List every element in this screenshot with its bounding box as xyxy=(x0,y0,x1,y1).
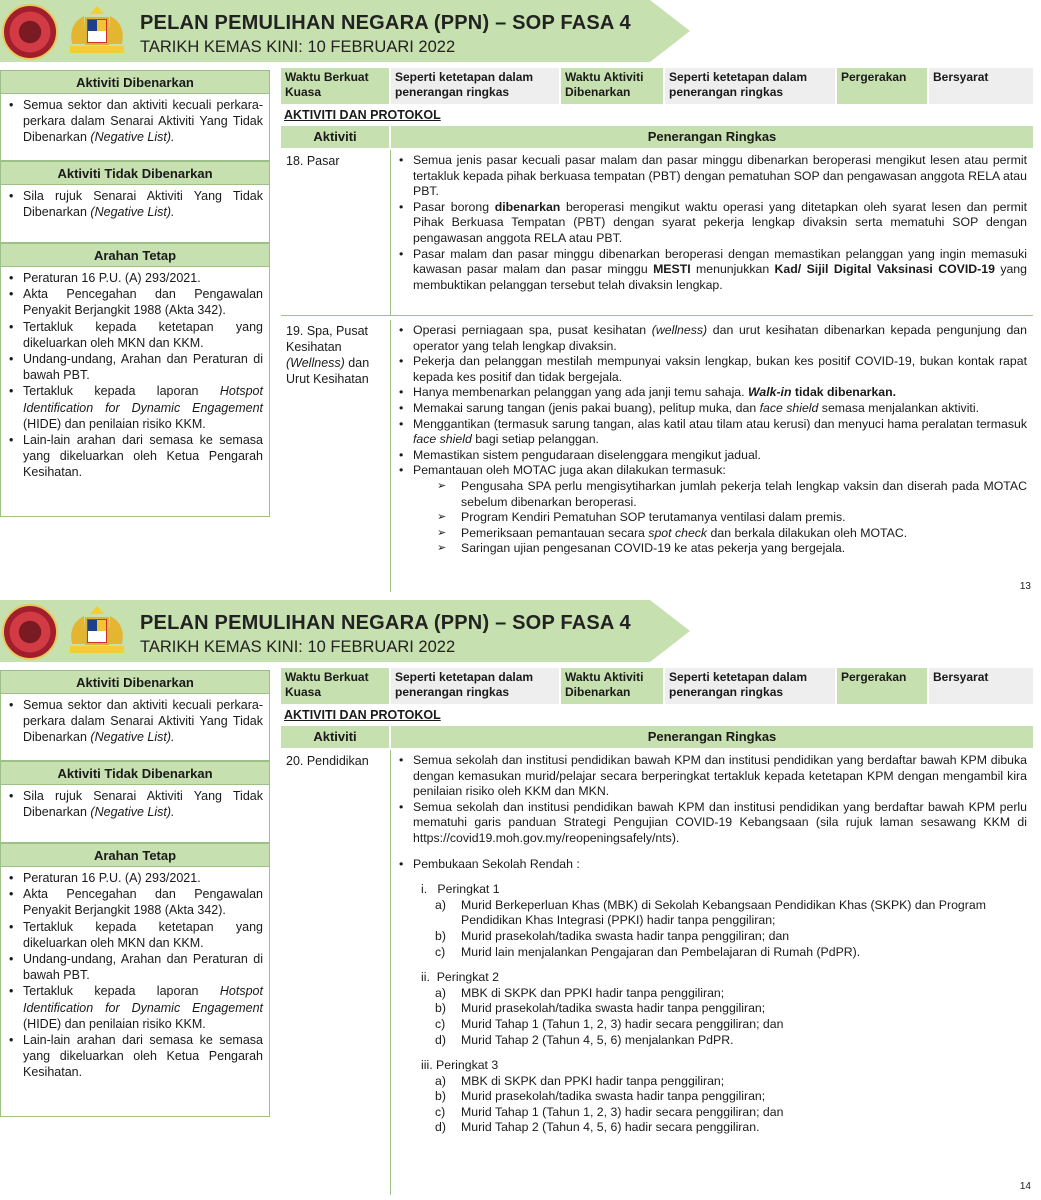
arahan-item: • Tertakluk kepada laporan Hotspot Identification for Dynamic Engagement (HIDE) dan penilaian risiko KKM. xyxy=(7,983,263,1032)
page-title: PELAN PEMULIHAN NEGARA (PPN) – SOP FASA 4 xyxy=(140,12,631,34)
list-item: a) MBK di SKPK dan PPKI hadir tanpa penggiliran; xyxy=(435,1073,725,1088)
arahan-item: • Peraturan 16 P.U. (A) 293/2021. xyxy=(7,270,263,286)
sub-bullet: ➢ Saringan ujian pengesanan COVID-19 ke atas pekerja yang bergejala. xyxy=(397,541,1027,557)
pergerakan-label: Pergerakan xyxy=(837,68,929,104)
list-item: b) Murid prasekolah/tadika swasta hadir tanpa penggiliran; xyxy=(435,1089,766,1104)
dibenarkan-heading: Aktiviti Dibenarkan xyxy=(0,670,270,694)
list-item: a) Murid Berkeperluan Khas (MBK) di Sekolah Kebangsaan Pendidikan Khas (SKPK) dan Program Pendidikan Khas Integrasi (PPKI) hadir tanpa penggiliran; xyxy=(435,897,986,928)
sub-bullet: ➢ Program Kendiri Pematuhan SOP terutamanya ventilasi dalam premis. xyxy=(397,510,1027,526)
tidak-dibenarkan-box: • Sila rujuk Senarai Aktiviti Yang Tidak Dibenarkan (Negative List). xyxy=(0,185,270,243)
list-item: c) Murid Tahap 1 (Tahun 1, 2, 3) hadir secara penggiliran; dan xyxy=(435,1016,784,1031)
table-row-pendidikan xyxy=(281,750,1033,1195)
peringkat-1: i. Peringkat 1 a) Murid Berkeperluan Khas (MBK) di Sekolah Kebangsaan Pendidikan Khas (SKPK) dan Program Pendidikan Khas Integrasi (PPKI) hadir tanpa penggiliran; b) Murid prasekolah/tadika swasta hadir tanpa penggiliran; dan c) Murid lain menjalankan Pengajaran dan Pembelajaran di Rumah (PdPR). xyxy=(397,882,1027,960)
pergerakan-value: Bersyarat xyxy=(929,668,1033,704)
list-item: d) Murid Tahap 2 (Tahun 4, 5, 6) menjalankan PdPR. xyxy=(435,1032,734,1047)
sub-bullet: ➢ Pemeriksaan pemantauan secara spot check dan berkala dilakukan oleh MOTAC. xyxy=(397,526,1027,542)
description-bullet: • Menggantikan (termasuk sarung tangan, alas katil atau tilam atau kerusi) dan menyuci hama peralatan termasuk face shield bagi setiap pelanggan. xyxy=(397,417,1027,448)
page-title: PELAN PEMULIHAN NEGARA (PPN) – SOP FASA 4 xyxy=(140,612,631,634)
description-bullet: • Semua jenis pasar kecuali pasar malam dan pasar minggu dibenarkan beroperasi mengikut lesen atau permit tertakluk kepada pihak berkuasa tempatan (PBT) dengan pematuhan SOP dan pengawasan anggota RELA atau PBT. xyxy=(397,153,1027,200)
description-bullet: • Memastikan sistem pengudaraan diselenggara mengikut jadual. xyxy=(397,448,1027,464)
arahan-item: • Undang-undang, Arahan dan Peraturan di bawah PBT. xyxy=(7,351,263,383)
info-strip xyxy=(281,68,1033,104)
description-bullet: • Semua sekolah dan institusi pendidikan bawah KPM dan institusi pendidikan yang berdaftar bawah KPM dibuka dengan kemasukan murid/pelajar secara berperingkat tertakluk kepada ketetapan KPM dengan mengambil kira penilaian risiko oleh KKM dan MKN. xyxy=(397,753,1027,800)
arahan-tetap-heading: Arahan Tetap xyxy=(0,243,270,267)
info-strip xyxy=(281,668,1033,704)
arahan-item: • Akta Pencegahan dan Pengawalan Penyakit Berjangkit 1988 (Akta 342). xyxy=(7,286,263,318)
activity-name: 20. Pendidikan xyxy=(281,750,391,1195)
list-item: b) Murid prasekolah/tadika swasta hadir tanpa penggiliran; dan xyxy=(435,928,790,943)
waktu-berkuat-value: Seperti ketetapan dalam penerangan ringkas xyxy=(391,668,561,704)
header-arrow xyxy=(650,0,690,62)
arahan-item: • Tertakluk kepada ketetapan yang dikeluarkan oleh MKN dan KKM. xyxy=(7,319,263,351)
sub-bullet: ➢ Pengusaha SPA perlu mengisytiharkan jumlah pekerja telah lengkap vaksin dan diserah pada MOTAC sebelum dibenarkan beroperasi. xyxy=(397,479,1027,510)
table-header xyxy=(281,726,1033,748)
activity-name: 19. Spa, Pusat Kesihatan (Wellness) dan Urut Kesihatan xyxy=(281,320,391,592)
page-number: 13 xyxy=(1019,581,1031,592)
slide-page-14 xyxy=(0,600,1041,1200)
waktu-aktiviti-label: Waktu Aktiviti Dibenarkan xyxy=(561,68,665,104)
page-number: 14 xyxy=(1019,1181,1031,1192)
pergerakan-value: Bersyarat xyxy=(929,68,1033,104)
col-penerangan: Penerangan Ringkas xyxy=(391,726,1033,748)
list-item: c) Murid Tahap 1 (Tahun 1, 2, 3) hadir secara penggiliran; dan xyxy=(435,1104,784,1119)
dibenarkan-box: • Semua sektor dan aktiviti kecuali perkara-perkara dalam Senarai Aktiviti Yang Tidak Dibenarkan (Negative List). xyxy=(0,694,270,761)
list-item: b) Murid prasekolah/tadika swasta hadir tanpa penggiliran; xyxy=(435,1001,766,1016)
header-arrow xyxy=(650,600,690,662)
malaysia-crest-logo xyxy=(62,4,132,58)
peringkat-3: iii. Peringkat 3 a) MBK di SKPK dan PPKI hadir tanpa penggiliran; b) Murid prasekolah/tadika swasta hadir tanpa penggiliran; c) Murid Tahap 1 (Tahun 1, 2, 3) hadir secara penggiliran; dan d) Murid Tahap 2 (Tahun 4, 5, 6) hadir secara penggiliran. xyxy=(397,1058,1027,1136)
description-bullet: • Operasi perniagaan spa, pusat kesihatan (wellness) dan urut kesihatan dibenarkan kepada pengunjung dan operator yang telah lengkap divaksin. xyxy=(397,323,1027,354)
left-panel xyxy=(0,70,270,517)
table-row-pasar xyxy=(281,150,1033,316)
description-bullet: • Pekerja dan pelanggan mestilah mempunyai vaksin lengkap, bukan kes positif COVID-19, bukan kontak rapat kepada kes positif dan tidak bergejala. xyxy=(397,354,1027,385)
tidak-dibenarkan-heading: Aktiviti Tidak Dibenarkan xyxy=(0,761,270,785)
list-item: d) Murid Tahap 2 (Tahun 4, 5, 6) hadir secara penggiliran. xyxy=(435,1120,760,1135)
macc-logo xyxy=(2,4,58,60)
description-bullet: • Semua sekolah dan institusi pendidikan bawah KPM dan institusi pendidikan yang berdaftar bawah KPM perlu mematuhi garis panduan Strategi Pengujian COVID-19 Kebangsaan (sila rujuk laman sesawang KKM di https://covid19.moh.gov.my/reopeningsafely/nts). xyxy=(397,800,1027,847)
aktiviti-protokol-label: AKTIVITI DAN PROTOKOL xyxy=(284,108,441,122)
arahan-item: • Lain-lain arahan dari semasa ke semasa yang dikeluarkan oleh Ketua Pengarah Kesihatan. xyxy=(7,432,263,481)
waktu-aktiviti-label: Waktu Aktiviti Dibenarkan xyxy=(561,668,665,704)
table-row-spa xyxy=(281,320,1033,592)
aktiviti-protokol-label: AKTIVITI DAN PROTOKOL xyxy=(284,708,441,722)
col-penerangan: Penerangan Ringkas xyxy=(391,126,1033,148)
description-bullet: • Pembukaan Sekolah Rendah : xyxy=(397,857,1027,873)
waktu-aktiviti-value: Seperti ketetapan dalam penerangan ringkas xyxy=(665,68,837,104)
tidak-dibenarkan-heading: Aktiviti Tidak Dibenarkan xyxy=(0,161,270,185)
description-bullet: • Pemantauan oleh MOTAC juga akan dilakukan termasuk: xyxy=(397,463,1027,479)
list-item: c) Murid lain menjalankan Pengajaran dan Pembelajaran di Rumah (PdPR). xyxy=(435,944,861,959)
col-aktiviti: Aktiviti xyxy=(281,726,391,748)
pergerakan-label: Pergerakan xyxy=(837,668,929,704)
peringkat-2: ii. Peringkat 2 a) MBK di SKPK dan PPKI hadir tanpa penggiliran; b) Murid prasekolah/tadika swasta hadir tanpa penggiliran; c) Murid Tahap 1 (Tahun 1, 2, 3) hadir secara penggiliran; dan d) Murid Tahap 2 (Tahun 4, 5, 6) menjalankan PdPR. xyxy=(397,970,1027,1048)
description-bullet: • Memakai sarung tangan (jenis pakai buang), pelitup muka, dan face shield semasa menjalankan aktiviti. xyxy=(397,401,1027,417)
col-aktiviti: Aktiviti xyxy=(281,126,391,148)
arahan-item: • Undang-undang, Arahan dan Peraturan di bawah PBT. xyxy=(7,951,263,983)
arahan-item: • Tertakluk kepada laporan Hotspot Identification for Dynamic Engagement (HIDE) dan penilaian risiko KKM. xyxy=(7,383,263,432)
arahan-tetap-box xyxy=(0,267,270,517)
list-item: a) MBK di SKPK dan PPKI hadir tanpa penggiliran; xyxy=(435,985,725,1000)
tidak-dibenarkan-box: • Sila rujuk Senarai Aktiviti Yang Tidak Dibenarkan (Negative List). xyxy=(0,785,270,843)
waktu-berkuat-label: Waktu Berkuat Kuasa xyxy=(281,68,391,104)
arahan-tetap-box xyxy=(0,867,270,1117)
arahan-item: • Tertakluk kepada ketetapan yang dikeluarkan oleh MKN dan KKM. xyxy=(7,919,263,951)
description-bullet: • Hanya membenarkan pelanggan yang ada janji temu sahaja. Walk-in tidak dibenarkan. xyxy=(397,385,1027,401)
update-date: TARIKH KEMAS KINI: 10 FEBRUARI 2022 xyxy=(140,38,456,56)
arahan-item: • Lain-lain arahan dari semasa ke semasa yang dikeluarkan oleh Ketua Pengarah Kesihatan. xyxy=(7,1032,263,1081)
arahan-tetap-heading: Arahan Tetap xyxy=(0,843,270,867)
waktu-berkuat-value: Seperti ketetapan dalam penerangan ringkas xyxy=(391,68,561,104)
waktu-aktiviti-value: Seperti ketetapan dalam penerangan ringkas xyxy=(665,668,837,704)
arahan-item: • Peraturan 16 P.U. (A) 293/2021. xyxy=(7,870,263,886)
macc-logo xyxy=(2,604,58,660)
malaysia-crest-logo xyxy=(62,604,132,658)
activity-name: 18. Pasar xyxy=(281,150,391,315)
table-header xyxy=(281,126,1033,148)
dibenarkan-box: • Semua sektor dan aktiviti kecuali perkara-perkara dalam Senarai Aktiviti Yang Tidak Dibenarkan (Negative List). xyxy=(0,94,270,161)
update-date: TARIKH KEMAS KINI: 10 FEBRUARI 2022 xyxy=(140,638,456,656)
waktu-berkuat-label: Waktu Berkuat Kuasa xyxy=(281,668,391,704)
arahan-item: • Akta Pencegahan dan Pengawalan Penyakit Berjangkit 1988 (Akta 342). xyxy=(7,886,263,918)
description-bullet: • Pasar malam dan pasar minggu dibenarkan beroperasi dengan memastikan pelanggan yang ingin memasuki kawasan pasar malam dan pasar minggu MESTI menunjukkan Kad/ Sijil Digital Vaksinasi COVID-19 yang membuktikan pelanggan tersebut telah divaksin lengkap. xyxy=(397,247,1027,294)
left-panel xyxy=(0,670,270,1117)
dibenarkan-heading: Aktiviti Dibenarkan xyxy=(0,70,270,94)
description-bullet: • Pasar borong dibenarkan beroperasi mengikut waktu operasi yang ditetapkan oleh syarat lesen dan permit Pihak Berkuasa Tempatan (PBT) dengan syarat pekerja lengkap divaksin serta mematuhi SOP dengan pengawasan anggota RELA atau PBT. xyxy=(397,200,1027,247)
